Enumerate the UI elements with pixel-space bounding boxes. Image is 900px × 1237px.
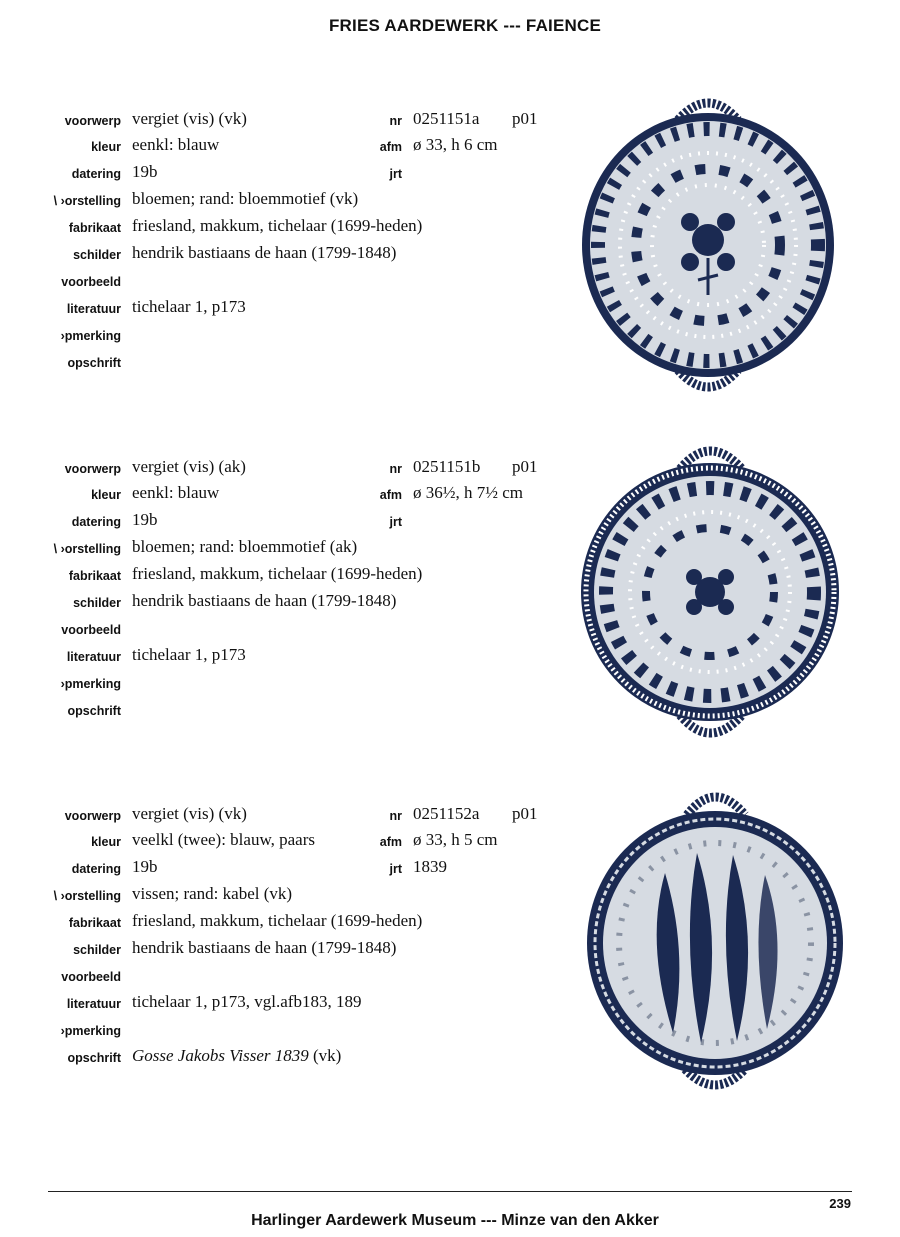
label-opmerking: ›pmerking	[60, 677, 121, 691]
label-jrt: jrt	[389, 167, 402, 181]
value-datering: 19b	[132, 857, 158, 876]
label-jrt: jrt	[389, 515, 402, 529]
inscription-text: Gosse Jakobs Visser 1839	[132, 1046, 309, 1065]
value-fabrikaat: friesland, makkum, tichelaar (1699-heden)	[132, 216, 423, 235]
label-voorstelling: \ ›orstelling	[53, 542, 121, 556]
label-schilder: schilder	[73, 596, 121, 610]
value-afm: ø 33, h 5 cm	[413, 830, 498, 849]
label-voorwerp: voorwerp	[64, 462, 121, 476]
value-voorwerp: vergiet (vis) (vk)	[132, 804, 247, 823]
label-voorwerp: voorwerp	[64, 114, 121, 128]
label-fabrikaat: fabrikaat	[68, 569, 121, 583]
inscription-suffix: (vk)	[308, 1046, 342, 1065]
label-afm: afm	[379, 140, 402, 154]
label-opmerking: ›pmerking	[60, 1024, 121, 1038]
label-opschrift: opschrift	[67, 356, 121, 370]
label-afm: afm	[379, 835, 402, 849]
plate-image-1	[578, 90, 840, 400]
label-literatuur: literatuur	[66, 302, 121, 316]
value-schilder: hendrik bastiaans de haan (1799-1848)	[132, 243, 397, 262]
label-nr: nr	[389, 462, 402, 476]
value-afm: ø 33, h 6 cm	[413, 135, 498, 154]
label-jrt: jrt	[389, 862, 402, 876]
label-schilder: schilder	[73, 943, 121, 957]
label-nr: nr	[389, 114, 402, 128]
plate-image-2	[576, 437, 848, 747]
label-schilder: schilder	[73, 248, 121, 262]
label-opschrift: opschrift	[67, 1051, 121, 1065]
label-nr: nr	[389, 809, 402, 823]
label-voorbeeld: voorbeeld	[61, 623, 121, 637]
value-opschrift	[132, 1047, 341, 1065]
label-opmerking: ›pmerking	[60, 329, 121, 343]
value-photo-code: p01	[512, 457, 538, 476]
value-kleur: veelkl (twee): blauw, paars	[132, 830, 315, 849]
label-kleur: kleur	[91, 140, 121, 154]
value-fabrikaat: friesland, makkum, tichelaar (1699-heden)	[132, 911, 423, 930]
label-datering: datering	[71, 862, 121, 876]
value-literatuur: tichelaar 1, p173	[132, 297, 246, 316]
label-datering: datering	[71, 515, 121, 529]
page-title: FRIES AARDEWERK --- FAIENCE	[328, 16, 602, 35]
footer-divider	[48, 1191, 852, 1192]
value-kleur: eenkl: blauw	[132, 483, 220, 502]
value-fabrikaat: friesland, makkum, tichelaar (1699-heden)	[132, 564, 423, 583]
value-photo-code: p01	[512, 804, 538, 823]
label-voorbeeld: voorbeeld	[61, 970, 121, 984]
label-voorstelling: \ ›orstelling	[53, 889, 121, 903]
value-datering: 19b	[132, 162, 158, 181]
value-voorwerp: vergiet (vis) (vk)	[132, 109, 247, 128]
plate-image-3	[585, 783, 847, 1098]
value-kleur: eenkl: blauw	[132, 135, 220, 154]
value-nr: 0251152a	[413, 804, 480, 823]
value-datering: 19b	[132, 510, 158, 529]
label-kleur: kleur	[91, 835, 121, 849]
label-fabrikaat: fabrikaat	[68, 916, 121, 930]
value-schilder: hendrik bastiaans de haan (1799-1848)	[132, 938, 397, 957]
label-fabrikaat: fabrikaat	[68, 221, 121, 235]
value-voorstelling: bloemen; rand: bloemmotief (vk)	[132, 189, 359, 208]
label-kleur: kleur	[91, 488, 121, 502]
value-literatuur: tichelaar 1, p173, vgl.afb183, 189	[132, 992, 362, 1011]
value-jrt: 1839	[413, 857, 447, 876]
label-voorstelling: \ ›orstelling	[53, 194, 121, 208]
value-schilder: hendrik bastiaans de haan (1799-1848)	[132, 591, 397, 610]
value-afm: ø 36½, h 7½ cm	[413, 483, 524, 502]
label-literatuur: literatuur	[66, 650, 121, 664]
value-voorstelling: vissen; rand: kabel (vk)	[132, 884, 293, 903]
value-photo-code: p01	[512, 109, 538, 128]
value-literatuur: tichelaar 1, p173	[132, 645, 246, 664]
label-voorwerp: voorwerp	[64, 809, 121, 823]
label-opschrift: opschrift	[67, 704, 121, 718]
value-voorstelling: bloemen; rand: bloemmotief (ak)	[132, 537, 358, 556]
label-voorbeeld: voorbeeld	[61, 275, 121, 289]
label-literatuur: literatuur	[66, 997, 121, 1011]
footer-text: Harlinger Aardewerk Museum --- Minze van den Akker	[251, 1212, 659, 1229]
value-voorwerp: vergiet (vis) (ak)	[132, 457, 246, 476]
label-datering: datering	[71, 167, 121, 181]
label-afm: afm	[379, 488, 402, 502]
page-number: 239	[829, 1196, 851, 1211]
value-nr: 0251151a	[413, 109, 480, 128]
value-nr: 0251151b	[413, 457, 481, 476]
